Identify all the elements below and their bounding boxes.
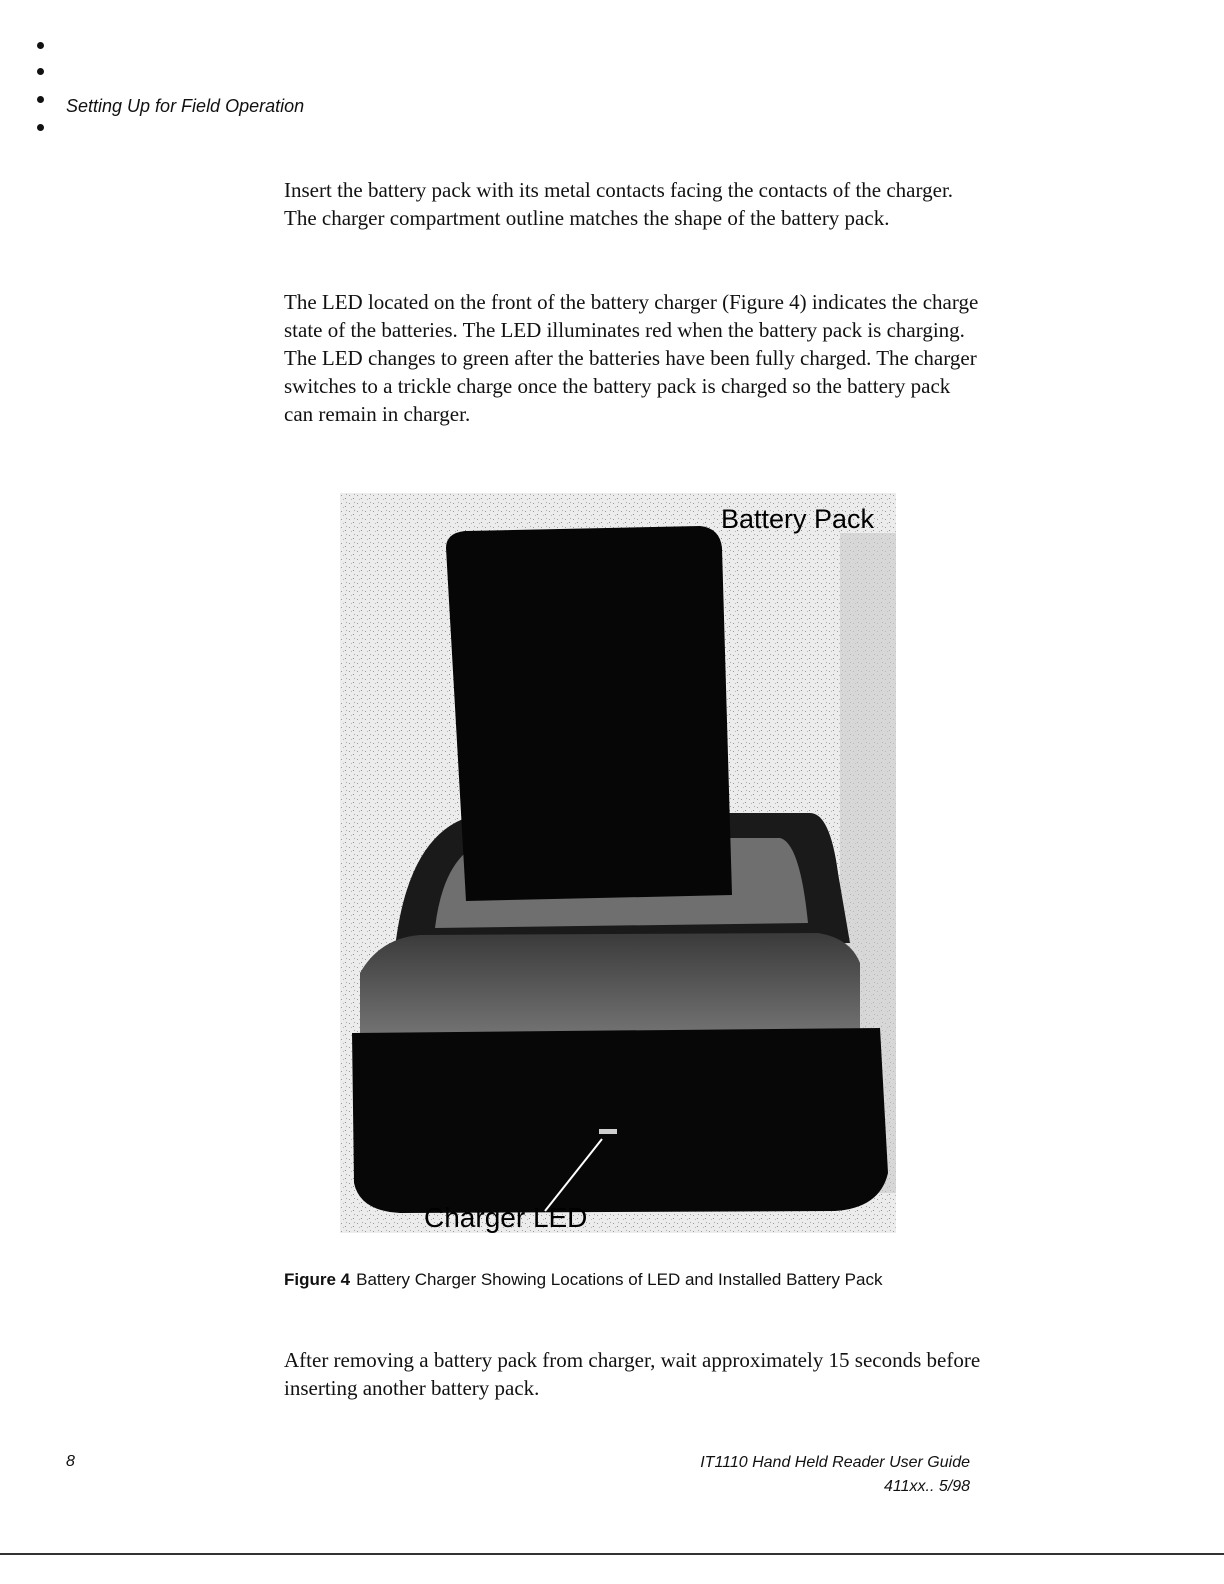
charger-led-label: Charger LED [424, 1202, 588, 1233]
figure-caption-text: Battery Charger Showing Locations of LED and Installed Battery Pack [356, 1270, 883, 1289]
margin-bullet-1 [37, 42, 44, 49]
margin-bullet-4 [37, 124, 44, 131]
running-head: Setting Up for Field Operation [66, 96, 305, 116]
paragraph-insert: Insert the battery pack with its metal contacts facing the contacts of the charger. The charger compartment outline matches the shape of the battery pack. [284, 178, 954, 230]
figure-number: Figure 4 [284, 1270, 351, 1289]
figure-caption [284, 1268, 964, 1292]
bottom-rule [0, 1553, 1224, 1555]
guide-title: IT1110 Hand Held Reader User Guide [700, 1454, 970, 1471]
paragraph-led: The LED located on the front of the battery charger (Figure 4) indicates the charge state of the batteries. The LED illuminates red when the battery pack is charging. The LED changes to green after the batteries have been fully charged. The charger switches to a trickle charge once the battery pack is charged so the battery pack can remain in charger. [284, 290, 979, 426]
margin-bullet-3 [37, 96, 44, 103]
doc-code: 411xx.. 5/98 [884, 1478, 970, 1495]
paragraph-after-removing: After removing a battery pack from charger, wait approximately 15 seconds before inserting another battery pack. [284, 1348, 981, 1400]
battery-pack-label: Battery Pack [720, 504, 874, 534]
margin-bullet-2 [37, 68, 44, 75]
footer-title-block [700, 1451, 970, 1499]
battery-charger-photo [340, 493, 896, 1233]
page-number: 8 [66, 1453, 75, 1470]
